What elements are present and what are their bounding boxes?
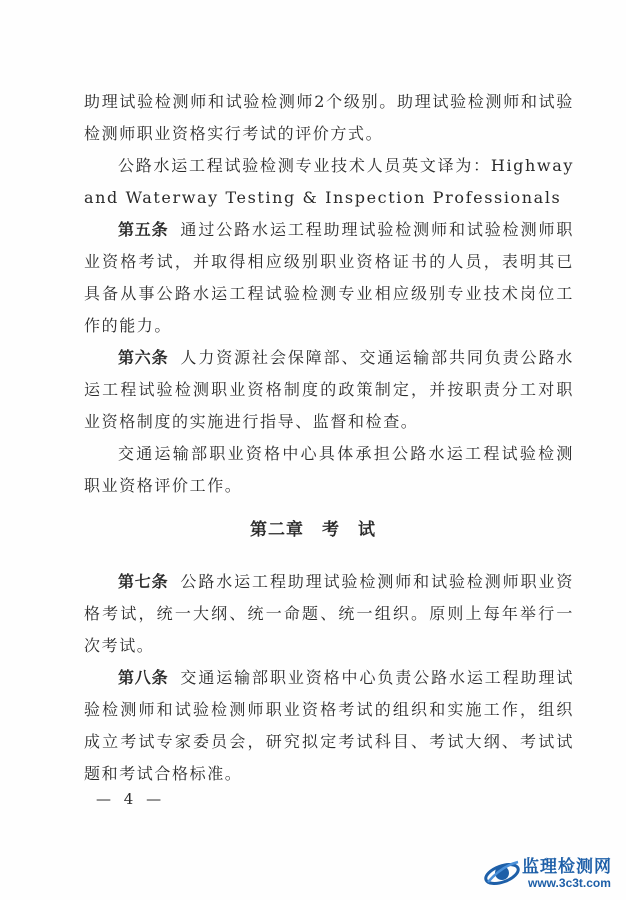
- article-6-label: 第六条: [118, 348, 169, 367]
- article-8-label: 第八条: [118, 668, 169, 687]
- article-5: [84, 214, 574, 342]
- watermark-url: www.3c3t.com: [528, 876, 611, 890]
- paragraph-qualification-center: 交通运输部职业资格中心具体承担公路水运工程试验检测职业资格评价工作。: [84, 444, 574, 495]
- watermark-title: 监理检测网: [522, 857, 612, 877]
- swoosh-globe-icon: [482, 852, 522, 892]
- article-6-text: 人力资源社会保障部、交通运输部共同负责公路水运工程试验检测职业资格制度的政策制定，并按职责分工对职业资格制度的实施进行指导、监督和检查。: [84, 348, 574, 431]
- page-number: — 4 —: [96, 790, 166, 808]
- article-5-text: 通过公路水运工程助理试验检测师和试验检测师职业资格考试，并取得相应级别职业资格证书的人员，表明其已具备从事公路水运工程试验检测专业相应级别专业技术岗位工作的能力。: [84, 220, 574, 335]
- article-6: [84, 342, 574, 438]
- article-7-text: 公路水运工程助理试验检测师和试验检测师职业资格考试，统一大纲、统一命题、统一组织。原则上每年举行一次考试。: [84, 572, 574, 655]
- article-7-label: 第七条: [118, 572, 169, 591]
- article-8-text: 交通运输部职业资格中心负责公路水运工程助理试验检测师和试验检测师职业资格考试的组织和实施工作，组织成立考试专家委员会，研究拟定考试科目、考试大纲、考试试题和考试合格标准。: [84, 668, 574, 783]
- article-7: [84, 566, 574, 662]
- chapter-heading: 第二章 考 试: [250, 520, 376, 540]
- site-watermark: [478, 846, 624, 896]
- paragraph-levels: 助理试验检测师和试验检测师2个级别。助理试验检测师和试验检测师职业资格实行考试的评价方式。: [84, 92, 574, 143]
- paragraph-english-title: 公路水运工程试验检测专业技术人员英文译为：Highway and Waterway Testing & Inspection Professionals: [84, 156, 574, 207]
- article-8: [84, 662, 574, 790]
- article-5-label: 第五条: [118, 220, 169, 239]
